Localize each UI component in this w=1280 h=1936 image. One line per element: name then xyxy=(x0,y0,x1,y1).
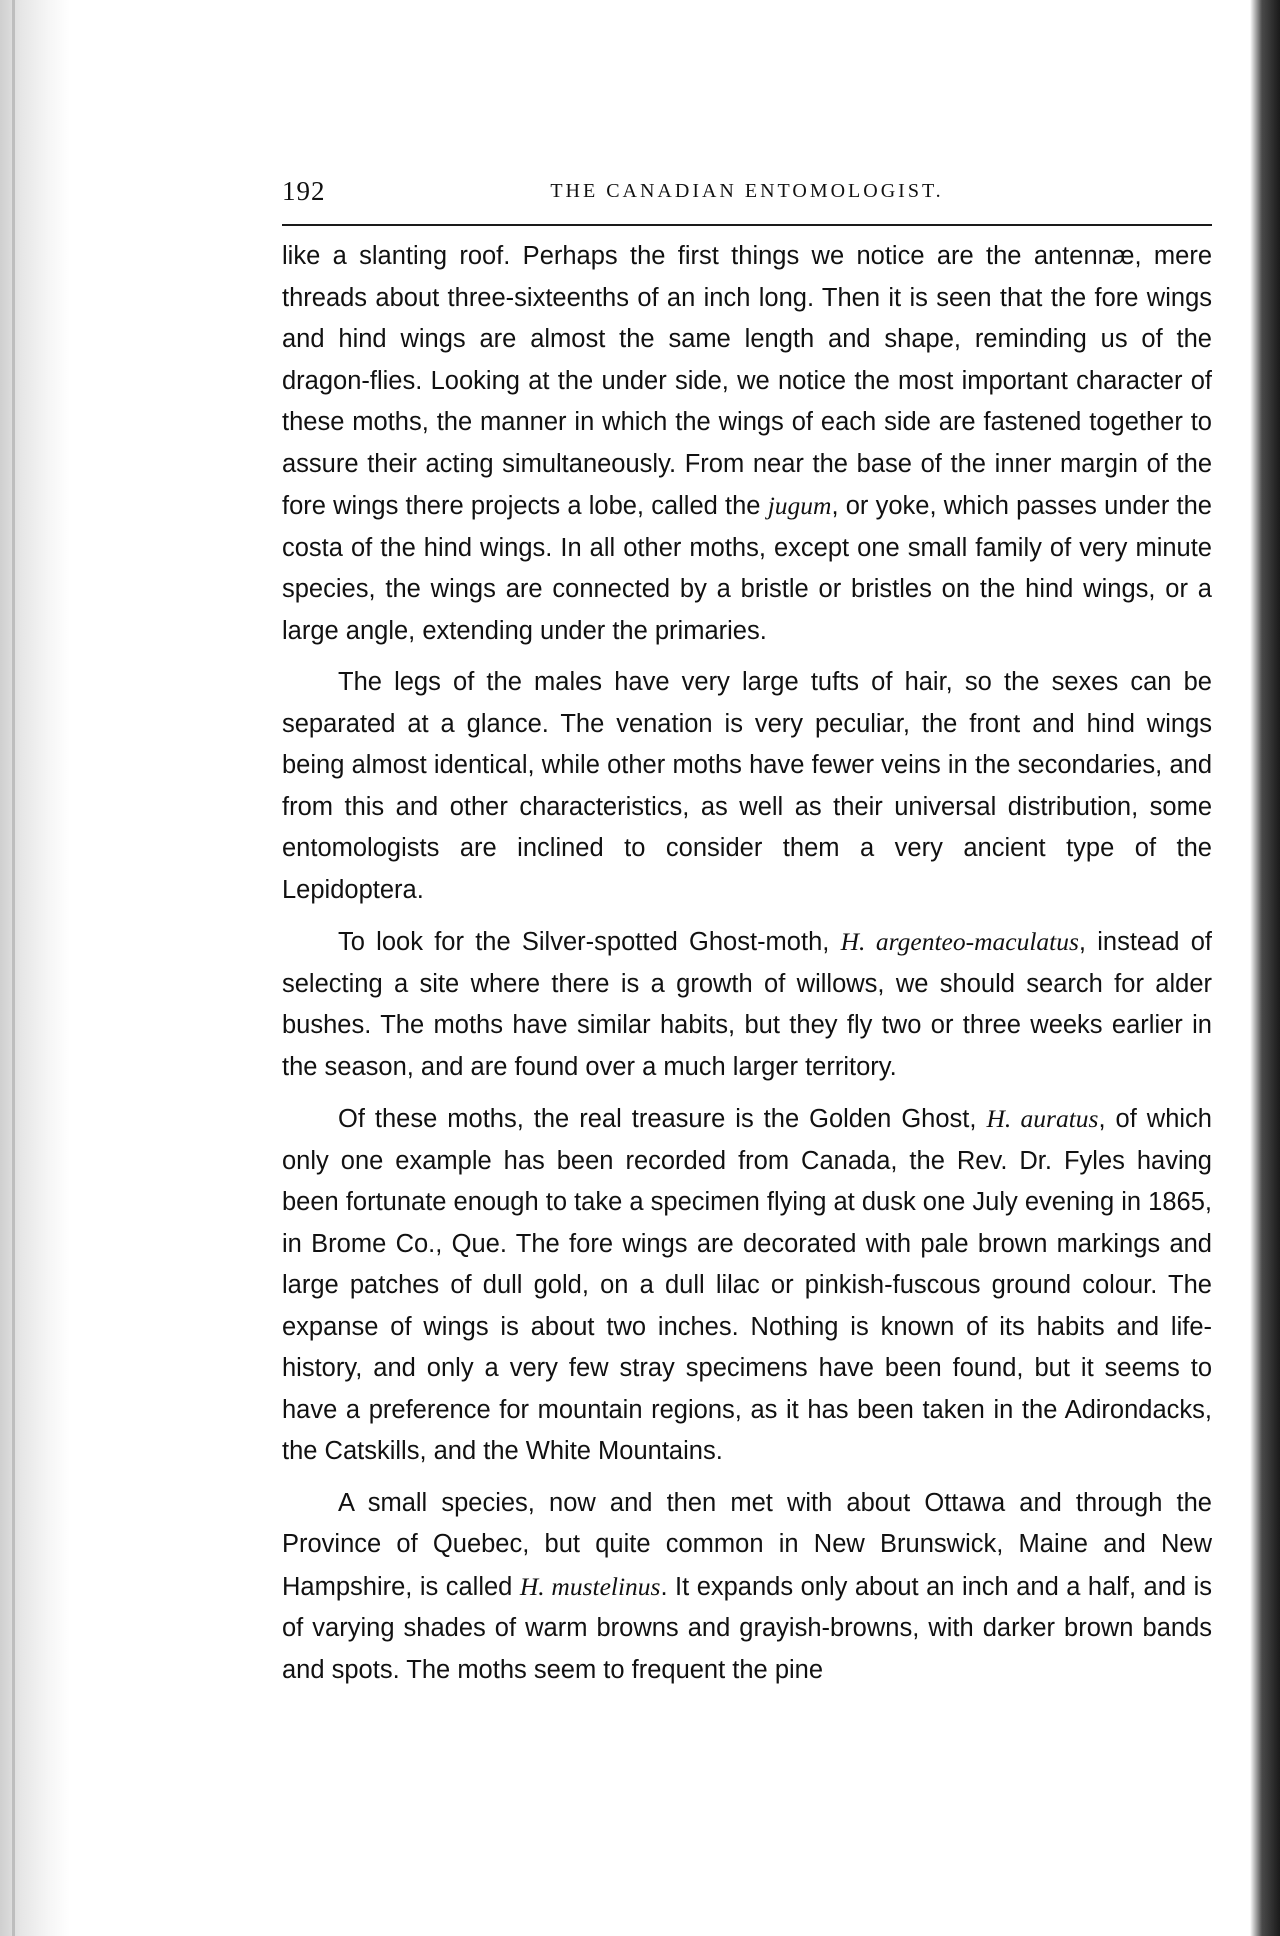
paragraph-text: To look for the Silver-spotted Ghost-moth, xyxy=(338,928,841,956)
paragraph-text: Of these moths, the real treasure is the Golden Ghost, xyxy=(338,1105,987,1133)
species-name-auratus: H. auratus xyxy=(986,1104,1099,1133)
page-number: 192 xyxy=(282,176,326,206)
body-text xyxy=(282,236,1212,1691)
journal-title: THE CANADIAN ENTOMOLOGIST. xyxy=(550,180,944,202)
species-name-argenteo-maculatus: H. argenteo-maculatus xyxy=(840,927,1079,956)
binding-gutter xyxy=(0,0,70,1936)
paragraph-3 xyxy=(282,921,1212,1088)
book-page xyxy=(282,170,1212,1691)
scientific-term-jugum: jugum xyxy=(767,491,832,520)
paragraph-text: A small species, now and then met with about Ottawa and through the Province of Quebec, but quite common in New Brunswick, Maine and New Hampshire, is called xyxy=(282,1488,1212,1601)
paragraph-text: , of which only one example has been recorded from Canada, the Rev. Dr. Fyles having been fortunate enough to take a specimen flying at dusk one July evening in 1865, in Brome Co., Que. The fore wings are decorated with pale brown markings and large patches of dull gold, on a dull lilac or pinkish-fuscous ground colour. The expanse of wings is about two inches. Nothing is known of its habits and life-history, and only a very few stray specimens have been found, but it seems to have a preference for mountain regions, as it has been taken in the Adirondacks, the Catskills, and the White Mountains. xyxy=(282,1105,1212,1465)
species-name-mustelinus: H. mustelinus xyxy=(519,1571,661,1601)
paragraph-text: , instead of selecting a site where there is a growth of willows, we should search for alder bushes. The moths have similar habits, but they fly two or three weeks earlier in the season, and are found over a much larger territory. xyxy=(282,928,1212,1081)
paragraph-text: , or yoke, which passes under the costa of the hind wings. In all other moths, except one small family of very minute species, the wings are connected by a bristle or bristles on the hind wings, or a large angle, extending under the primaries. xyxy=(282,492,1212,645)
paragraph-text: . It expands only about an inch and a half, and is of varying shades of warm browns and grayish-browns, with darker brown bands and spots. The moths seem to frequent the pine xyxy=(282,1572,1212,1684)
page-edge-shadow xyxy=(1250,0,1280,1936)
paragraph-text: The legs of the males have very large tufts of hair, so the sexes can be separated at a glance. The venation is very peculiar, the front and hind wings being almost identical, while other moths have fewer veins in the secondaries, and from this and other characteristics, as well as their universal distribution, some entomologists are inclined to consider them a very ancient type of the Lepidoptera. xyxy=(282,668,1212,904)
paragraph-2 xyxy=(282,662,1212,911)
running-head xyxy=(282,170,1212,212)
header-rule xyxy=(282,224,1212,226)
paragraph-4 xyxy=(282,1098,1212,1473)
paragraph-1 xyxy=(282,236,1212,652)
paragraph-text: like a slanting roof. Perhaps the first things we notice are the antennæ, mere threads about three-sixteenths of an inch long. Then it is seen that the fore wings and hind wings are almost the same length and shape, reminding us of the dragon-flies. Looking at the under side, we notice the most important character of these moths, the manner in which the wings of each side are fastened together to assure their acting simultaneously. From near the base of the inner margin of the fore wings there projects a lobe, called the xyxy=(282,242,1212,520)
paragraph-5 xyxy=(282,1483,1212,1692)
